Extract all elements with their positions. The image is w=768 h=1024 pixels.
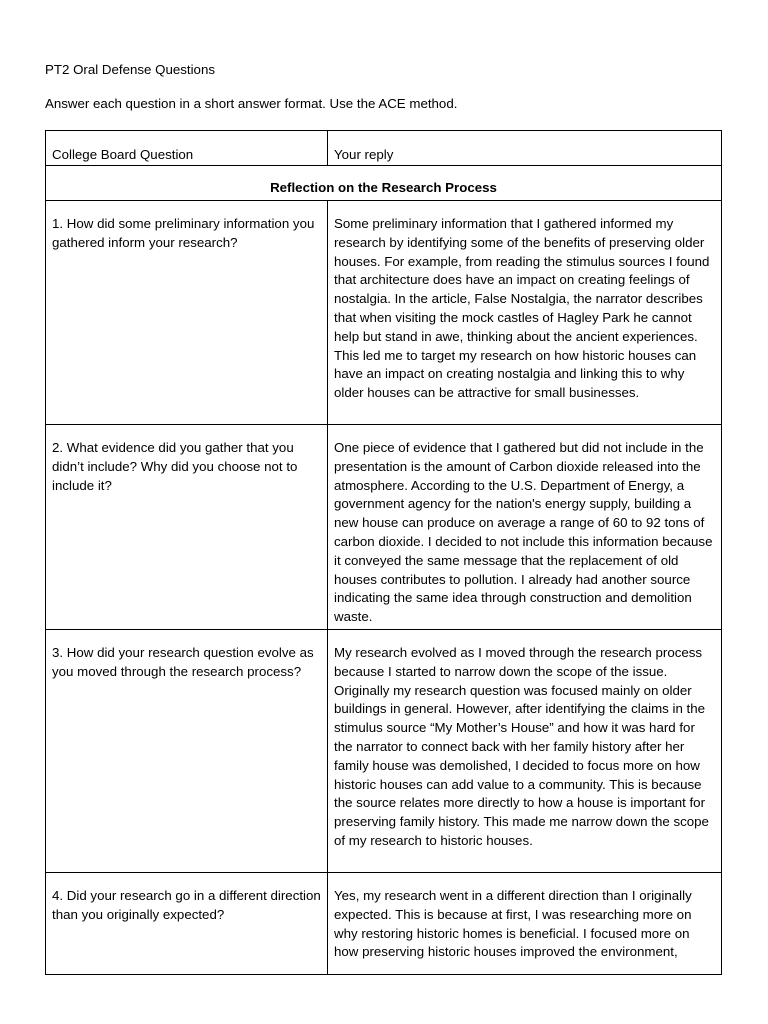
document-instructions: Answer each question in a short answer format. Use the ACE method. [45,96,458,111]
answer-cell: My research evolved as I moved through the research process because I started to narrow down the scope of the issue. Originally my research question was focused mainly on older buildings in general. However, after identifying the claims in the stimulus source “My Mother’s House” and how it was hard for the narrator to connect back with her family history after her family house was demolished, I decided to focus more on how historic houses can add value to a community. This is because the source relates more directly to how a house is important for preserving family history. This made me narrow down the scope of my research to historic houses. [328,630,722,873]
section-row [46,166,722,201]
table-header-row [46,131,722,166]
question-answer-table [45,130,722,975]
document-title: PT2 Oral Defense Questions [45,62,215,77]
table-row [46,425,722,630]
question-cell: 3. How did your research question evolve as you moved through the research process? [46,630,328,873]
answer-text: Yes, my research went in a different direction than I originally expected. This is because at first, I was researching more on why restoring historic homes is beneficial. I focused more on how preserving historic houses improved the environment, [334,888,692,960]
section-title: Reflection on the Research Process [46,166,722,201]
table-row [46,630,722,873]
question-cell: 2. What evidence did you gather that you didn’t include? Why did you choose not to include it? [46,425,328,630]
question-cell: 1. How did some preliminary information you gathered inform your research? [46,201,328,425]
table-row [46,873,722,975]
answer-cell: Some preliminary information that I gathered informed my research by identifying some of the benefits of preserving older houses. For example, from reading the stimulus sources I found that architecture does have an impact on creating feelings of nostalgia. In the article, False Nostalgia, the narrator describes that when visiting the mock castles of Hagley Park he cannot help but stand in awe, thinking about the ancient experiences. This led me to target my research on how historic houses can have an impact on creating nostalgia and linking this to why older houses can be attractive for small businesses. [328,201,722,425]
question-cell: 4. Did your research go in a different direction than you originally expected? [46,873,328,975]
answer-cell: One piece of evidence that I gathered but did not include in the presentation is the amount of Carbon dioxide released into the atmosphere. According to the U.S. Department of Energy, a government agency for the nation's energy supply, building a new house can produce on average a range of 60 to 92 tons of carbon dioxide. I decided to not include this information because it conveyed the same message that the replacement of old houses contributes to pollution. I already had another source indicating the same idea through construction and demolition waste. [328,425,722,630]
header-reply: Your reply [328,131,722,166]
table-row [46,201,722,425]
answer-cell [328,873,722,975]
header-question: College Board Question [46,131,328,166]
